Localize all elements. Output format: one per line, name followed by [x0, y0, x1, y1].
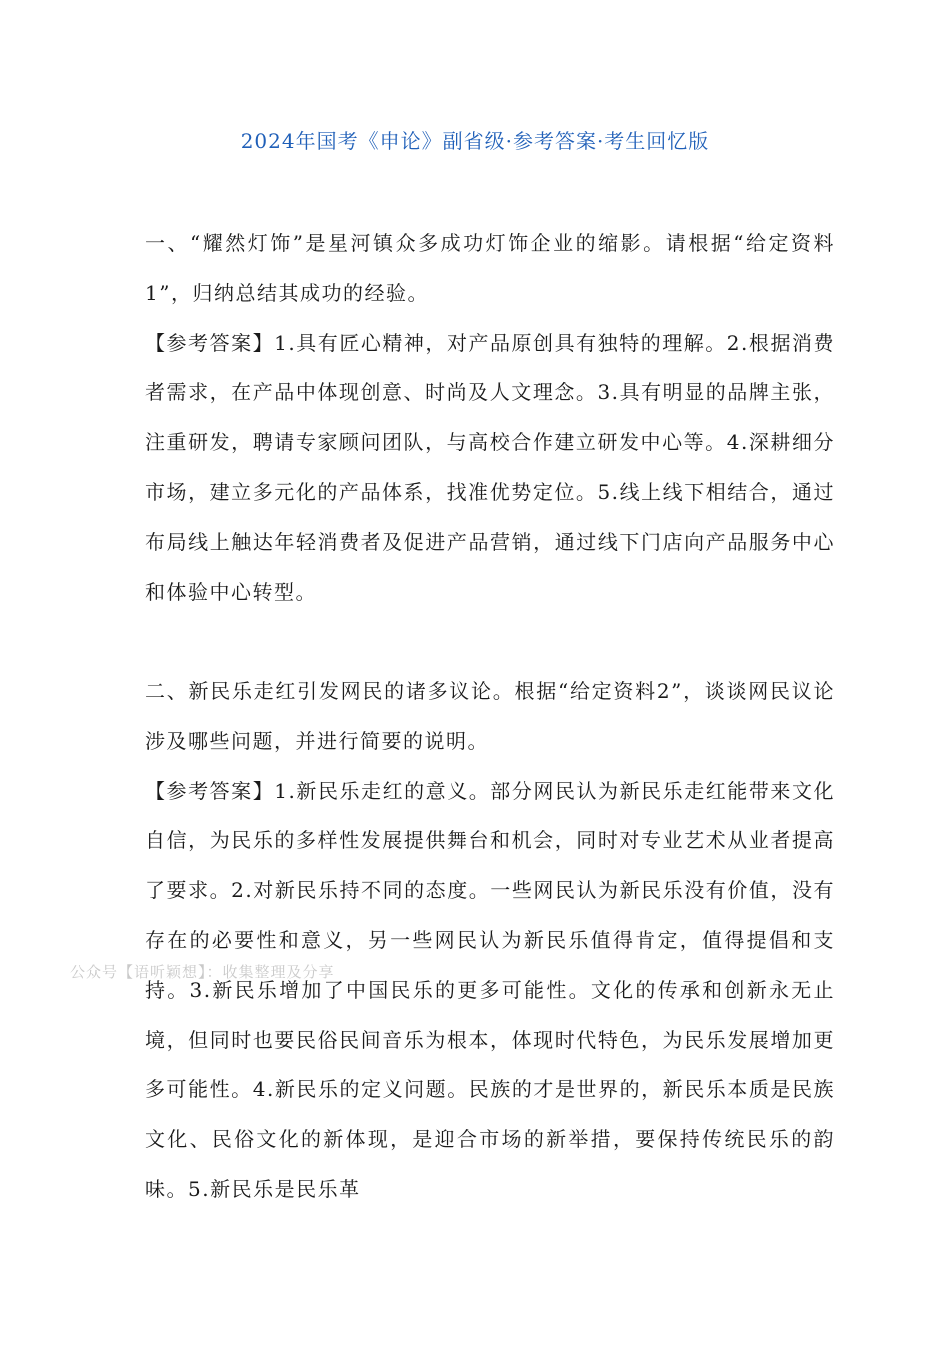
answer-text: 【参考答案】1.新民乐走红的意义。部分网民认为新民乐走红能带来文化自信，为民乐的多样性发展提供舞台和机会，同时对专业艺术从业者提高了要求。2.对新民乐持不同的态度。一些网民认为新民乐没有价值，没有存在的必要性和意义，另一些网民认为新民乐值得肯定，值得提倡和支持。3.新民乐增加了中国民乐的更多可能性。文化的传承和创新永无止境，但同时也要民俗民间音乐为根本，体现时代特色，为民乐发展增加更多可能性。4.新民乐的定义问题。民族的才是世界的，新民乐本质是民族文化、民俗文化的新体现，是迎合市场的新举措，要保持传统民乐的韵味。5.新民乐是民乐革	[145, 778, 835, 1201]
question-text: 一、“耀然灯饰”是星河镇众多成功灯饰企业的缩影。请根据“给定资料1”，归纳总结其成功的经验。	[145, 231, 835, 305]
document-title: 2024年国考《申论》副省级·参考答案·考生回忆版	[240, 129, 710, 153]
watermark-text: 公众号【语听颖想】：收集整理及分享	[70, 963, 335, 981]
question-section-2	[145, 667, 835, 1215]
question-text: 二、新民乐走红引发网民的诸多议论。根据“给定资料2”，谈谈网民议论涉及哪些问题，并进行简要的说明。	[145, 679, 835, 753]
answer-text: 【参考答案】1.具有匠心精神，对产品原创具有独特的理解。2.根据消费者需求，在产品中体现创意、时尚及人文理念。3.具有明显的品牌主张，注重研发，聘请专家顾问团队，与高校合作建立研发中心等。4.深耕细分市场，建立多元化的产品体系，找准优势定位。5.线上线下相结合，通过布局线上触达年轻消费者及促进产品营销，通过线下门店向产品服务中心和体验中心转型。	[145, 330, 835, 604]
question-section-1	[145, 219, 835, 617]
